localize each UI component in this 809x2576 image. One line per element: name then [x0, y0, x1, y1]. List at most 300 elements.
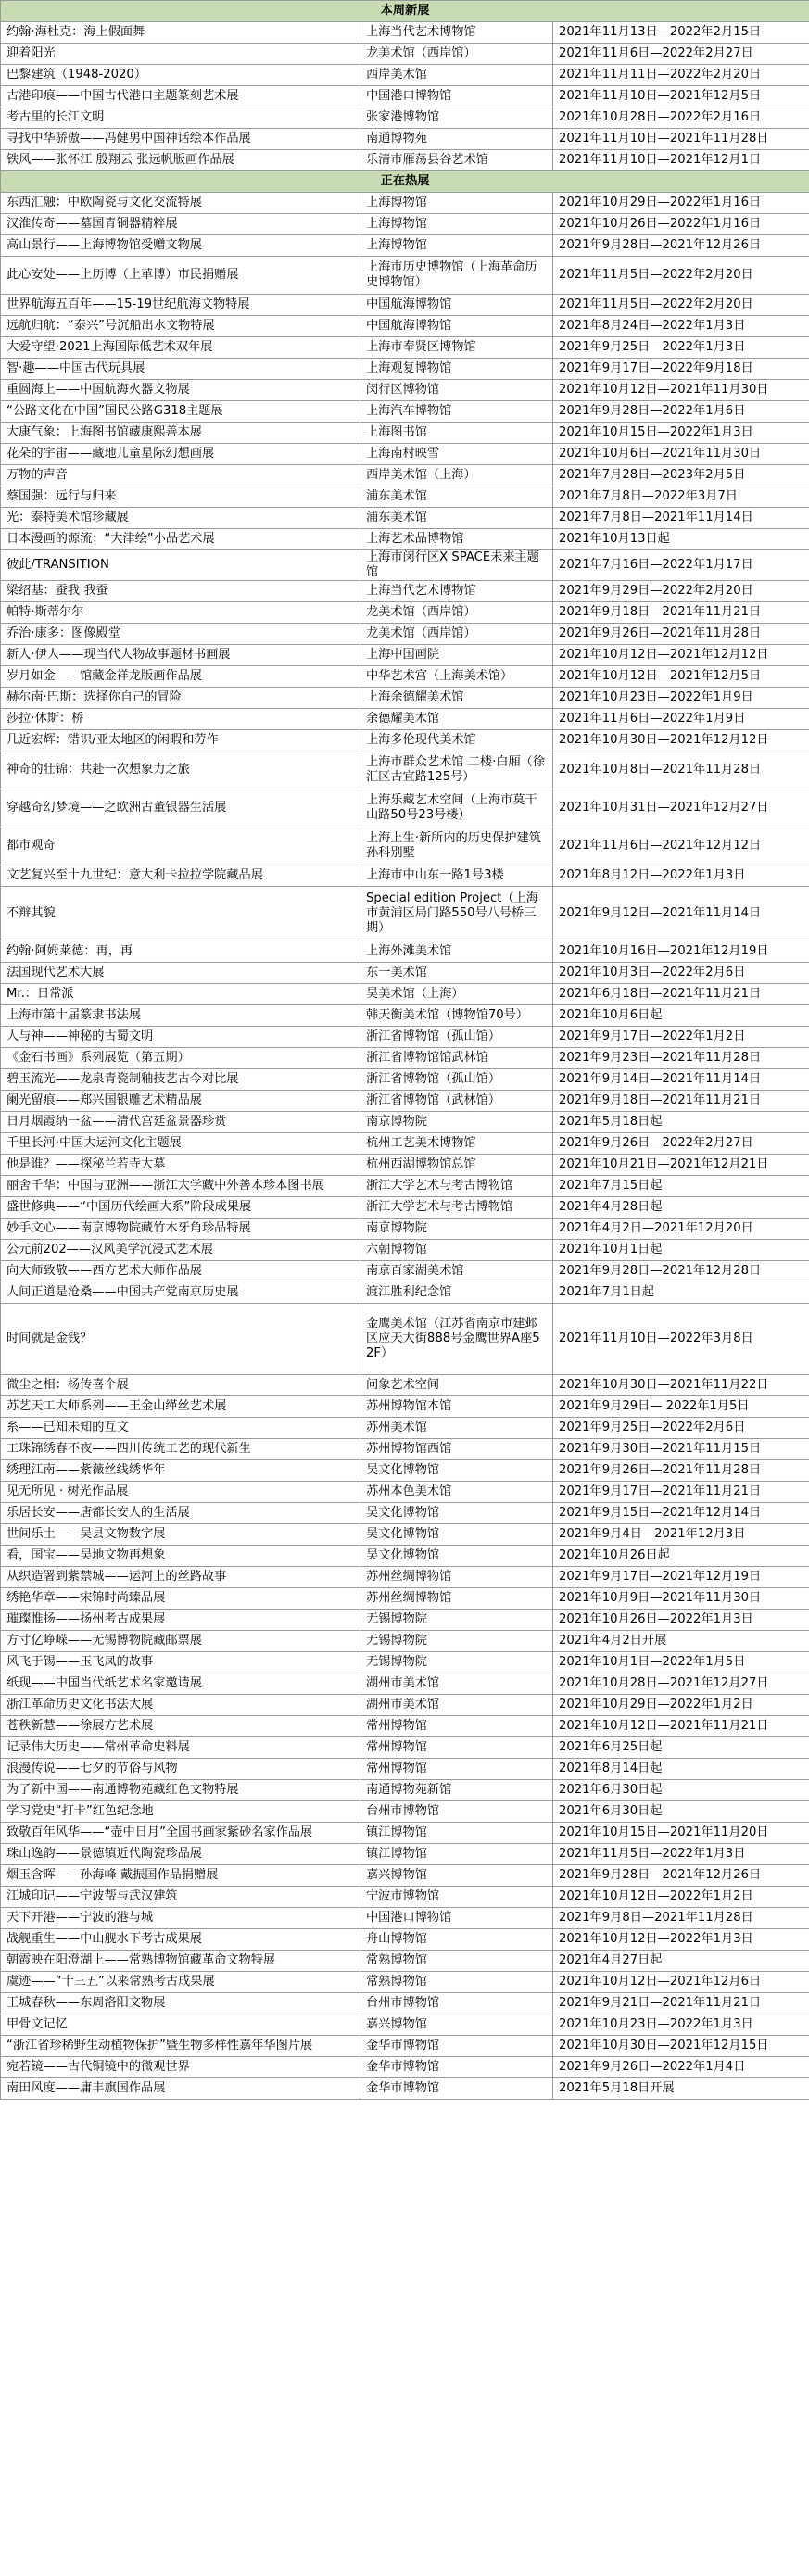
table-row: [1, 941, 809, 963]
venue-cell: 金华市博物馆: [360, 2036, 553, 2057]
exhibition-name-cell: 远航归航：“泰兴”号沉船出水文物特展: [1, 316, 360, 337]
table-row: [1, 214, 809, 235]
exhibition-name-cell: 梁绍基：蚕我 我蚕: [1, 581, 360, 602]
exhibition-name-cell: 致敬百年风华——“壶中日月”全国书画家紫砂名家作品展: [1, 1823, 360, 1844]
exhibition-name-cell: 战舰重生——中山舰水下考古成果展: [1, 1929, 360, 1951]
date-range-cell: 2021年7月28日—2023年2月5日: [553, 465, 809, 486]
table-row: [1, 1439, 809, 1460]
date-range-cell: 2021年7月8日—2021年11月14日: [553, 508, 809, 529]
exhibition-name-cell: 苏艺天工大师系列——王金山缂丝艺术展: [1, 1396, 360, 1418]
table-row: [1, 444, 809, 465]
table-row: [1, 1610, 809, 1631]
exhibition-name-cell: 东西汇融：中欧陶瓷与文化交流特展: [1, 193, 360, 214]
venue-cell: 金鹰美术馆（江苏省南京市建邺区应天大街888号金鹰世界A座52F）: [360, 1304, 553, 1375]
venue-cell: 东一美术馆: [360, 963, 553, 984]
venue-cell: 上海观复博物馆: [360, 359, 553, 380]
table-row: [1, 1695, 809, 1716]
table-row: [1, 1759, 809, 1780]
venue-cell: 上海博物馆: [360, 235, 553, 257]
date-range-cell: 2021年4月2日—2021年12月20日: [553, 1219, 809, 1240]
table-row: [1, 1993, 809, 2014]
date-range-cell: 2021年10月6日起: [553, 1005, 809, 1027]
table-row: [1, 508, 809, 529]
date-range-cell: 2021年9月12日—2021年11月14日: [553, 887, 809, 941]
date-range-cell: 2021年11月5日—2022年2月20日: [553, 257, 809, 295]
table-row: [1, 1155, 809, 1176]
date-range-cell: 2021年10月28日—2021年12月27日: [553, 1673, 809, 1695]
table-row: [1, 529, 809, 550]
exhibition-name-cell: 从织造署到紫禁城——运河上的丝路故事: [1, 1567, 360, 1588]
venue-cell: 吴文化博物馆: [360, 1546, 553, 1567]
venue-cell: 龙美术馆（西岸馆）: [360, 602, 553, 624]
exhibition-name-cell: 时间就是金钱？: [1, 1304, 360, 1375]
date-range-cell: 2021年9月28日—2021年12月26日: [553, 235, 809, 257]
exhibition-name-cell: 风飞于锡——玉飞凤的故事: [1, 1652, 360, 1673]
exhibition-name-cell: Mr.：日常派: [1, 984, 360, 1005]
exhibition-name-cell: 浙江革命历史文化书法大展: [1, 1695, 360, 1716]
date-range-cell: 2021年9月18日—2021年11月21日: [553, 602, 809, 624]
exhibition-name-cell: 《金石书画》系列展览（第五期）: [1, 1048, 360, 1069]
date-range-cell: 2021年10月21日—2021年12月21日: [553, 1155, 809, 1176]
table-row: [1, 1546, 809, 1567]
table-row: [1, 1261, 809, 1282]
date-range-cell: 2021年11月6日—2021年12月12日: [553, 827, 809, 865]
table-row: [1, 1176, 809, 1197]
table-row: [1, 688, 809, 709]
venue-cell: 金华市博物馆: [360, 2057, 553, 2078]
date-range-cell: 2021年9月26日—2022年2月27日: [553, 1133, 809, 1155]
venue-cell: 渡江胜利纪念馆: [360, 1282, 553, 1304]
date-range-cell: 2021年10月26日—2022年1月3日: [553, 1610, 809, 1631]
section-title: 正在热展: [1, 171, 809, 193]
venue-cell: 苏州丝绸博物馆: [360, 1567, 553, 1588]
venue-cell: 苏州丝绸博物馆: [360, 1588, 553, 1610]
table-row: [1, 2036, 809, 2057]
exhibition-name-cell: 乔治·康多：图像殿堂: [1, 624, 360, 645]
date-range-cell: 2021年10月12日—2021年12月12日: [553, 645, 809, 666]
venue-cell: 浙江省博物馆（武林馆）: [360, 1091, 553, 1112]
date-range-cell: 2021年10月6日—2021年11月30日: [553, 444, 809, 465]
venue-cell: 无锡博物院: [360, 1610, 553, 1631]
venue-cell: 龙美术馆（西岸馆）: [360, 624, 553, 645]
exhibition-name-cell: 几近宏辉：错识/亚太地区的闲暇和劳作: [1, 730, 360, 751]
date-range-cell: 2021年11月13日—2022年2月15日: [553, 22, 809, 44]
date-range-cell: 2021年9月17日—2021年12月19日: [553, 1567, 809, 1588]
table-row: [1, 1887, 809, 1908]
table-row: [1, 1304, 809, 1375]
date-range-cell: 2021年5月18日开展: [553, 2078, 809, 2100]
date-range-cell: 2021年11月6日—2022年1月9日: [553, 709, 809, 730]
date-range-cell: 2021年10月12日—2021年12月6日: [553, 1972, 809, 1993]
date-range-cell: 2021年7月16日—2022年1月17日: [553, 550, 809, 581]
table-row: [1, 789, 809, 827]
table-row: [1, 1197, 809, 1219]
date-range-cell: 2021年10月31日—2021年12月27日: [553, 789, 809, 827]
exhibition-name-cell: 碧玉流光——龙泉青瓷制釉技艺古今对比展: [1, 1069, 360, 1091]
exhibition-name-cell: 蔡国强：远行与归来: [1, 486, 360, 508]
table-row: [1, 465, 809, 486]
date-range-cell: 2021年10月26日—2022年1月16日: [553, 214, 809, 235]
date-range-cell: 2021年7月8日—2022年3月7日: [553, 486, 809, 508]
table-row: [1, 1801, 809, 1823]
venue-cell: 浙江省博物馆馆武林馆: [360, 1048, 553, 1069]
exhibition-name-cell: 看，国宝——吴地文物再想象: [1, 1546, 360, 1567]
date-range-cell: 2021年10月12日—2021年11月21日: [553, 1716, 809, 1737]
table-row: [1, 984, 809, 1005]
date-range-cell: 2021年9月17日—2021年11月21日: [553, 1482, 809, 1503]
exhibition-name-cell: 不辩其貌: [1, 887, 360, 941]
table-row: [1, 1460, 809, 1482]
date-range-cell: 2021年10月29日—2022年1月2日: [553, 1695, 809, 1716]
date-range-cell: 2021年9月30日—2021年11月15日: [553, 1439, 809, 1460]
exhibition-name-cell: 智·趣——中国古代玩具展: [1, 359, 360, 380]
venue-cell: Special edition Project（上海市黄浦区局门路550号八号桥三期）: [360, 887, 553, 941]
table-row: [1, 1631, 809, 1652]
date-range-cell: 2021年10月12日—2021年11月30日: [553, 380, 809, 401]
venue-cell: 南京百家湖美术馆: [360, 1261, 553, 1282]
date-range-cell: 2021年9月28日—2021年12月28日: [553, 1261, 809, 1282]
table-row: [1, 751, 809, 789]
date-range-cell: 2021年8月12日—2022年1月3日: [553, 865, 809, 887]
table-row: [1, 150, 809, 171]
exhibition-name-cell: 神奇的壮锦：共赴一次想象力之旅: [1, 751, 360, 789]
venue-cell: 浙江省博物馆（孤山馆）: [360, 1069, 553, 1091]
date-range-cell: 2021年9月29日—2022年2月20日: [553, 581, 809, 602]
venue-cell: 舟山博物馆: [360, 1929, 553, 1951]
date-range-cell: 2021年7月15日起: [553, 1176, 809, 1197]
date-range-cell: 2021年10月23日—2022年1月3日: [553, 2014, 809, 2036]
table-row: [1, 86, 809, 107]
table-row: [1, 1737, 809, 1759]
date-range-cell: 2021年8月24日—2022年1月3日: [553, 316, 809, 337]
table-row: [1, 337, 809, 359]
table-row: [1, 602, 809, 624]
date-range-cell: 2021年10月30日—2021年12月15日: [553, 2036, 809, 2057]
exhibition-name-cell: 绣理江南——紫薇丝线绣华年: [1, 1460, 360, 1482]
date-range-cell: 2021年10月3日—2022年2月6日: [553, 963, 809, 984]
table-row: [1, 1069, 809, 1091]
table-row: [1, 666, 809, 688]
table-row: [1, 1844, 809, 1865]
date-range-cell: 2021年6月30日起: [553, 1801, 809, 1823]
venue-cell: 嘉兴博物馆: [360, 2014, 553, 2036]
exhibition-name-cell: 日月烟霞纳一盆——清代宫廷盆景器珍赏: [1, 1112, 360, 1133]
exhibition-name-cell: 汉淮传奇——墓国青铜器精粹展: [1, 214, 360, 235]
venue-cell: 浦东美术馆: [360, 486, 553, 508]
table-row: [1, 401, 809, 423]
table-row: [1, 129, 809, 150]
venue-cell: 浙江大学艺术与考古博物馆: [360, 1176, 553, 1197]
date-range-cell: 2021年6月25日起: [553, 1737, 809, 1759]
venue-cell: 龙美术馆（西岸馆）: [360, 44, 553, 65]
section-header-row: [1, 1, 809, 22]
venue-cell: 上海市奉贤区博物馆: [360, 337, 553, 359]
exhibition-name-cell: 铁风——张怀江 殷翔云 张远帆版画作品展: [1, 150, 360, 171]
section-title: 本周新展: [1, 1, 809, 22]
venue-cell: 中国航海博物馆: [360, 316, 553, 337]
date-range-cell: 2021年8月14日起: [553, 1759, 809, 1780]
date-range-cell: 2021年9月28日—2022年1月6日: [553, 401, 809, 423]
venue-cell: 镇江博物馆: [360, 1823, 553, 1844]
venue-cell: 吴文化博物馆: [360, 1524, 553, 1546]
date-range-cell: 2021年9月17日—2022年9月18日: [553, 359, 809, 380]
exhibition-name-cell: 天下开港——宁波的港与城: [1, 1908, 360, 1929]
exhibition-name-cell: 世界航海五百年——15-19世纪航海文物特展: [1, 295, 360, 316]
table-row: [1, 1524, 809, 1546]
table-row: [1, 1482, 809, 1503]
table-row: [1, 1823, 809, 1844]
table-row: [1, 1716, 809, 1737]
venue-cell: 常州博物馆: [360, 1759, 553, 1780]
venue-cell: 上海图书馆: [360, 423, 553, 444]
venue-cell: 昊美术馆（上海）: [360, 984, 553, 1005]
venue-cell: 苏州美术馆: [360, 1418, 553, 1439]
venue-cell: 上海市群众艺术馆 二楼·白厢（徐汇区古宜路125号）: [360, 751, 553, 789]
venue-cell: 闵行区博物馆: [360, 380, 553, 401]
exhibition-name-cell: 古港印痕——中国古代港口主题篆刻艺术展: [1, 86, 360, 107]
venue-cell: 常熟博物馆: [360, 1972, 553, 1993]
table-row: [1, 1375, 809, 1396]
table-row: [1, 295, 809, 316]
venue-cell: 上海上生·新所内的历史保护建筑孙科别墅: [360, 827, 553, 865]
table-row: [1, 1865, 809, 1887]
venue-cell: 浙江大学艺术与考古博物馆: [360, 1197, 553, 1219]
table-row: [1, 316, 809, 337]
exhibition-name-cell: 新人·伊人——现当代人物故事题材书画展: [1, 645, 360, 666]
exhibition-name-cell: 光：泰特美术馆珍藏展: [1, 508, 360, 529]
venue-cell: 常熟博物馆: [360, 1951, 553, 1972]
date-range-cell: 2021年9月18日—2021年11月21日: [553, 1091, 809, 1112]
date-range-cell: 2021年9月28日—2021年12月26日: [553, 1865, 809, 1887]
exhibition-name-cell: 彼此/TRANSITION: [1, 550, 360, 581]
date-range-cell: 2021年11月5日—2022年1月3日: [553, 1844, 809, 1865]
date-range-cell: 2021年11月6日—2022年2月27日: [553, 44, 809, 65]
exhibition-name-cell: 巴黎建筑（1948-2020）: [1, 65, 360, 86]
exhibition-name-cell: 盛世修典——“中国历代绘画大系”阶段成果展: [1, 1197, 360, 1219]
date-range-cell: 2021年11月10日—2022年3月8日: [553, 1304, 809, 1375]
exhibition-name-cell: 迎着阳光: [1, 44, 360, 65]
exhibition-name-cell: 帕特·斯蒂尔尔: [1, 602, 360, 624]
exhibition-name-cell: 王城春秋——东周洛阳文物展: [1, 1993, 360, 2014]
table-row: [1, 1048, 809, 1069]
date-range-cell: 2021年11月10日—2021年12月1日: [553, 150, 809, 171]
date-range-cell: 2021年10月28日—2022年2月16日: [553, 107, 809, 129]
exhibition-name-cell: 为了新中国——南通博物苑藏红色文物特展: [1, 1780, 360, 1801]
exhibition-name-cell: 世间乐土——吴县文物数字展: [1, 1524, 360, 1546]
exhibition-name-cell: 赫尔南·巴斯：选择你自己的冒险: [1, 688, 360, 709]
date-range-cell: 2021年10月12日—2021年12月5日: [553, 666, 809, 688]
date-range-cell: 2021年9月29日— 2022年1月5日: [553, 1396, 809, 1418]
date-range-cell: 2021年9月17日—2022年1月2日: [553, 1027, 809, 1048]
venue-cell: 湖州市美术馆: [360, 1673, 553, 1695]
table-row: [1, 1240, 809, 1261]
exhibition-name-cell: 方寸亿峥嵘——无锡博物院藏邮票展: [1, 1631, 360, 1652]
table-row: [1, 1567, 809, 1588]
date-range-cell: 2021年4月28日起: [553, 1197, 809, 1219]
exhibition-name-cell: 浪漫传说——七夕的节俗与风物: [1, 1759, 360, 1780]
venue-cell: 苏州博物馆西馆: [360, 1439, 553, 1460]
venue-cell: 上海市历史博物馆（上海革命历史博物馆）: [360, 257, 553, 295]
date-range-cell: 2021年10月16日—2021年12月19日: [553, 941, 809, 963]
table-row: [1, 257, 809, 295]
table-row: [1, 1219, 809, 1240]
date-range-cell: 2021年4月27日起: [553, 1951, 809, 1972]
exhibition-name-cell: 法国现代艺术大展: [1, 963, 360, 984]
venue-cell: 中国港口博物馆: [360, 86, 553, 107]
table-row: [1, 581, 809, 602]
venue-cell: 南通博物苑: [360, 129, 553, 150]
exhibition-name-cell: 烟玉含晖——孙海峰 戴振国作品捐赠展: [1, 1865, 360, 1887]
venue-cell: 乐清市雁荡县谷艺术馆: [360, 150, 553, 171]
exhibition-name-cell: 约翰·海杜克：海上假面舞: [1, 22, 360, 44]
exhibition-name-cell: 珠山逸韵——景德镇近代陶瓷珍品展: [1, 1844, 360, 1865]
venue-cell: 余德耀美术馆: [360, 709, 553, 730]
exhibition-name-cell: 甲骨文记忆: [1, 2014, 360, 2036]
venue-cell: 杭州工艺美术博物馆: [360, 1133, 553, 1155]
exhibition-name-cell: 人间正道是沧桑——中国共产党南京历史展: [1, 1282, 360, 1304]
exhibition-name-cell: 宛若镜——古代铜镜中的微观世界: [1, 2057, 360, 2078]
venue-cell: 台州市博物馆: [360, 1801, 553, 1823]
table-row: [1, 1951, 809, 1972]
venue-cell: 上海多伦现代美术馆: [360, 730, 553, 751]
table-row: [1, 1929, 809, 1951]
date-range-cell: 2021年9月23日—2021年11月28日: [553, 1048, 809, 1069]
exhibition-name-cell: “公路文化在中国”国民公路G318主题展: [1, 401, 360, 423]
exhibition-name-cell: 虞迹——“十三五”以来常熟考古成果展: [1, 1972, 360, 1993]
date-range-cell: 2021年9月8日—2021年11月28日: [553, 1908, 809, 1929]
table-row: [1, 1972, 809, 1993]
exhibition-name-cell: 约翰·阿姆莱德：再，再: [1, 941, 360, 963]
date-range-cell: 2021年11月10日—2021年11月28日: [553, 129, 809, 150]
venue-cell: 南京博物院: [360, 1219, 553, 1240]
exhibition-name-cell: 绣艳华章——宋锦时尚臻品展: [1, 1588, 360, 1610]
venue-cell: 上海博物馆: [360, 193, 553, 214]
date-range-cell: 2021年5月18日起: [553, 1112, 809, 1133]
date-range-cell: 2021年10月26日起: [553, 1546, 809, 1567]
venue-cell: 湖州市美术馆: [360, 1695, 553, 1716]
exhibition-name-cell: 微尘之相：杨传喜个展: [1, 1375, 360, 1396]
table-row: [1, 1588, 809, 1610]
table-row: [1, 1133, 809, 1155]
table-row: [1, 2078, 809, 2100]
date-range-cell: 2021年9月26日—2021年11月28日: [553, 624, 809, 645]
exhibition-name-cell: 乐居长安——唐都长安人的生活展: [1, 1503, 360, 1524]
date-range-cell: 2021年4月2日开展: [553, 1631, 809, 1652]
venue-cell: 台州市博物馆: [360, 1993, 553, 2014]
venue-cell: 无锡博物院: [360, 1652, 553, 1673]
venue-cell: 中国港口博物馆: [360, 1908, 553, 1929]
table-row: [1, 2057, 809, 2078]
exhibition-name-cell: 重圆海上——中国航海火器文物展: [1, 380, 360, 401]
venue-cell: 南通博物苑新馆: [360, 1780, 553, 1801]
venue-cell: 上海当代艺术博物馆: [360, 581, 553, 602]
venue-cell: 南京博物院: [360, 1112, 553, 1133]
date-range-cell: 2021年10月8日—2021年11月28日: [553, 751, 809, 789]
date-range-cell: 2021年10月12日—2022年1月3日: [553, 1929, 809, 1951]
exhibition-name-cell: 考古里的长江文明: [1, 107, 360, 129]
venue-cell: 浦东美术馆: [360, 508, 553, 529]
exhibition-name-cell: 阑光留痕——郑兴国银雕艺术精品展: [1, 1091, 360, 1112]
exhibition-name-cell: 穿越奇幻梦境——之欧洲古董银器生活展: [1, 789, 360, 827]
date-range-cell: 2021年10月1日起: [553, 1240, 809, 1261]
venue-cell: 上海汽车博物馆: [360, 401, 553, 423]
venue-cell: 中华艺术宫（上海美术馆）: [360, 666, 553, 688]
exhibition-name-cell: 糸——已知未知的互文: [1, 1418, 360, 1439]
exhibition-name-cell: 江城印记——宁波帮与武汉建筑: [1, 1887, 360, 1908]
exhibition-name-cell: 日本漫画的源流：“大津绘”小品艺术展: [1, 529, 360, 550]
date-range-cell: 2021年10月13日起: [553, 529, 809, 550]
date-range-cell: 2021年10月15日—2022年1月3日: [553, 423, 809, 444]
exhibition-name-cell: 他是谁？——探秘兰若寺大墓: [1, 1155, 360, 1176]
table-row: [1, 1652, 809, 1673]
venue-cell: 上海当代艺术博物馆: [360, 22, 553, 44]
date-range-cell: 2021年9月4日—2021年12月3日: [553, 1524, 809, 1546]
table-row: [1, 22, 809, 44]
table-row: [1, 1027, 809, 1048]
table-row: [1, 44, 809, 65]
exhibition-name-cell: 记录伟大历史——常州革命史料展: [1, 1737, 360, 1759]
exhibition-name-cell: “浙江省珍稀野生动植物保护”暨生物多样性嘉年华图片展: [1, 2036, 360, 2057]
exhibition-name-cell: 高山景行——上海博物馆受赠文物展: [1, 235, 360, 257]
table-row: [1, 887, 809, 941]
date-range-cell: 2021年10月1日—2022年1月5日: [553, 1652, 809, 1673]
venue-cell: 张家港博物馆: [360, 107, 553, 129]
exhibition-name-cell: 万物的声音: [1, 465, 360, 486]
date-range-cell: 2021年11月10日—2021年12月5日: [553, 86, 809, 107]
venue-cell: 嘉兴博物馆: [360, 1865, 553, 1887]
table-row: [1, 107, 809, 129]
exhibition-name-cell: 学习党史“打卡”红色纪念地: [1, 1801, 360, 1823]
exhibition-name-cell: 人与神——神秘的古蜀文明: [1, 1027, 360, 1048]
date-range-cell: 2021年9月25日—2022年2月6日: [553, 1418, 809, 1439]
exhibition-name-cell: 璀璨惟扬——扬州考古成果展: [1, 1610, 360, 1631]
exhibition-name-cell: 纸现——中国当代纸艺术名家邀请展: [1, 1673, 360, 1695]
venue-cell: 宁波市博物馆: [360, 1887, 553, 1908]
exhibition-name-cell: 见无所见 · 树光作品展: [1, 1482, 360, 1503]
exhibition-name-cell: 向大师致敬——西方艺术大师作品展: [1, 1261, 360, 1282]
date-range-cell: 2021年10月12日—2022年1月2日: [553, 1887, 809, 1908]
venue-cell: 常州博物馆: [360, 1737, 553, 1759]
exhibition-name-cell: 工珠锦绣春不夜——四川传统工艺的现代新生: [1, 1439, 360, 1460]
exhibition-name-cell: 莎拉·休斯：桥: [1, 709, 360, 730]
exhibition-name-cell: 大爱守望·2021上海国际低艺术双年展: [1, 337, 360, 359]
date-range-cell: 2021年9月14日—2021年11月14日: [553, 1069, 809, 1091]
venue-cell: 上海乐藏艺术空间（上海市莫干山路50号23号楼）: [360, 789, 553, 827]
date-range-cell: 2021年9月25日—2022年1月3日: [553, 337, 809, 359]
table-row: [1, 423, 809, 444]
table-row: [1, 2014, 809, 2036]
exhibition-name-cell: 上海市第十届篆隶书法展: [1, 1005, 360, 1027]
exhibition-name-cell: 花朵的宇宙——藏地儿童星际幻想画展: [1, 444, 360, 465]
table-row: [1, 235, 809, 257]
table-row: [1, 730, 809, 751]
table-row: [1, 550, 809, 581]
exhibition-name-cell: 寻找中华骄傲——冯健男中国神话绘本作品展: [1, 129, 360, 150]
section-header-row: [1, 171, 809, 193]
date-range-cell: 2021年10月30日—2021年11月22日: [553, 1375, 809, 1396]
venue-cell: 无锡博物院: [360, 1631, 553, 1652]
date-range-cell: 2021年10月9日—2021年11月30日: [553, 1588, 809, 1610]
exhibition-name-cell: 大康气象：上海图书馆藏康熙善本展: [1, 423, 360, 444]
table-row: [1, 1091, 809, 1112]
venue-cell: 上海外滩美术馆: [360, 941, 553, 963]
venue-cell: 苏州本色美术馆: [360, 1482, 553, 1503]
exhibition-name-cell: 文艺复兴至十九世纪：意大利卡拉拉学院藏品展: [1, 865, 360, 887]
table-row: [1, 1780, 809, 1801]
venue-cell: 西岸美术馆（上海）: [360, 465, 553, 486]
date-range-cell: 2021年9月26日—2022年1月4日: [553, 2057, 809, 2078]
venue-cell: 中国航海博物馆: [360, 295, 553, 316]
